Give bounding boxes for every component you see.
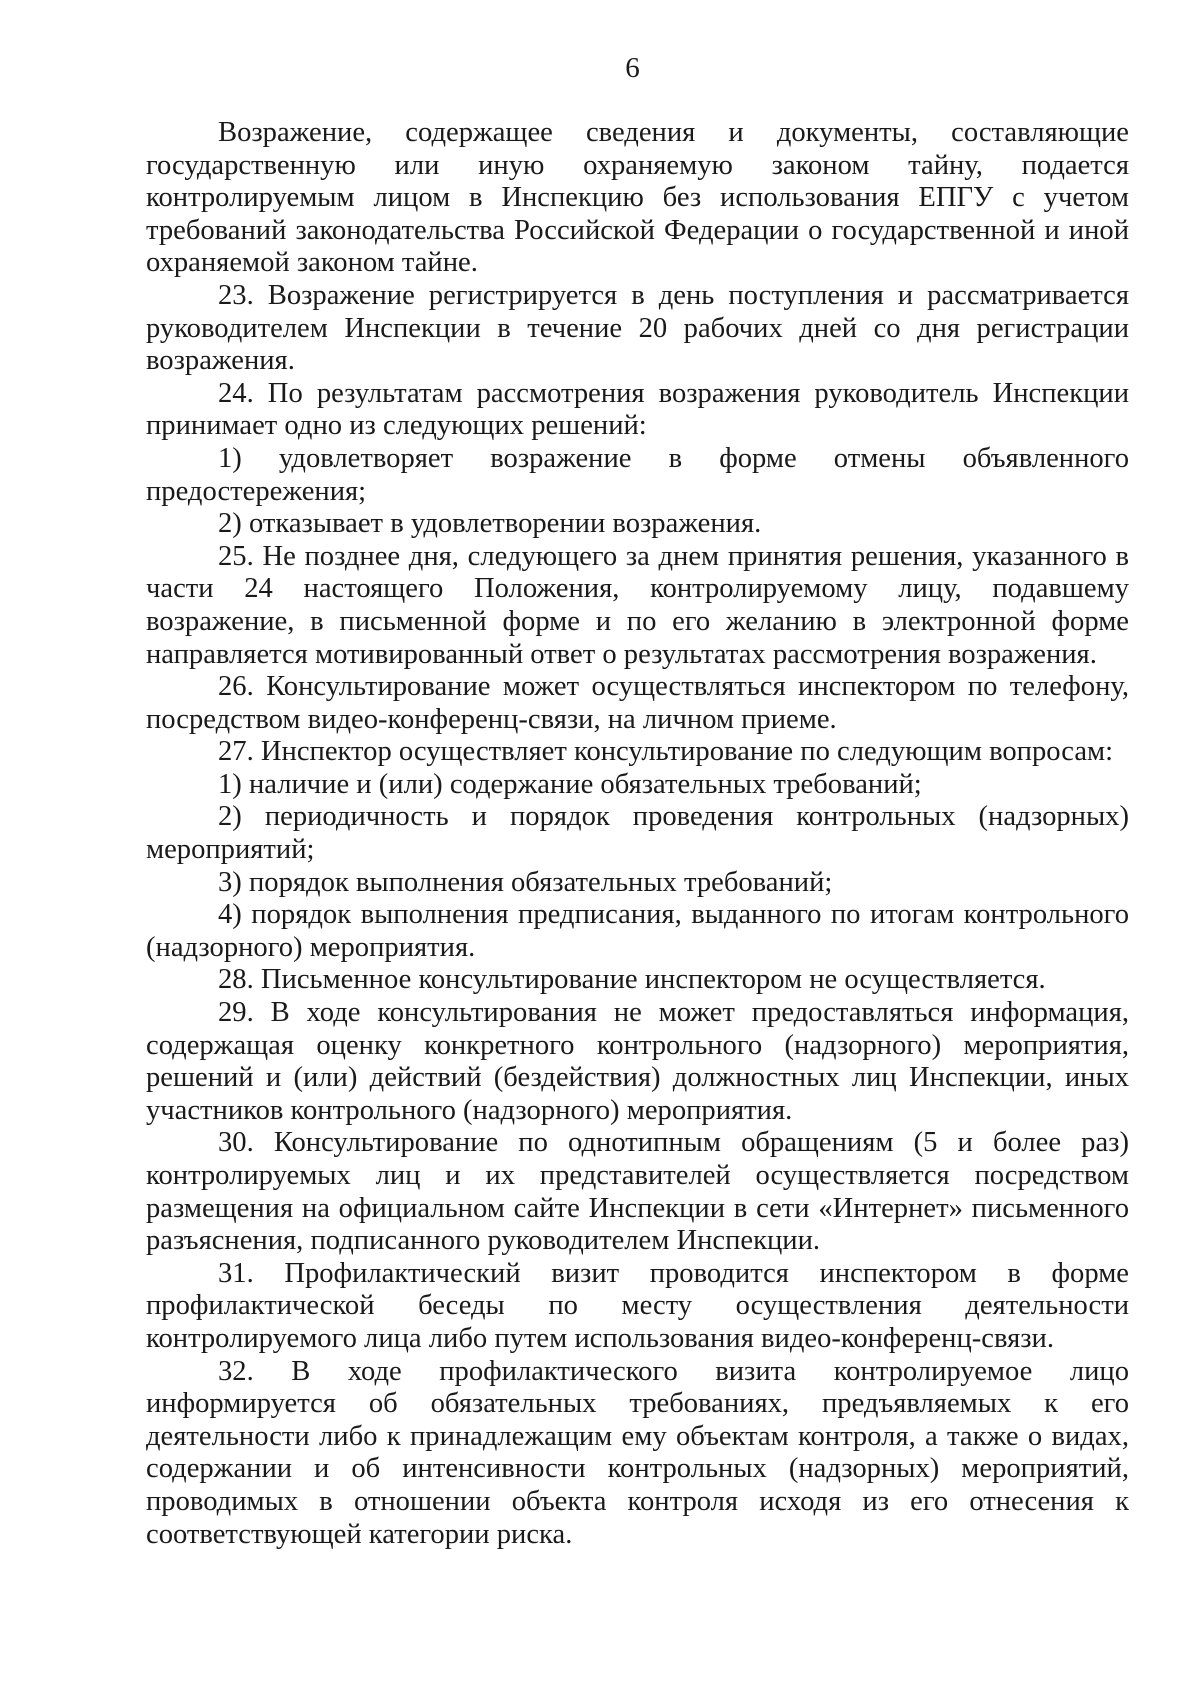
paragraph-23: 23. Возражение регистрируется в день поступления и рассматривается руководителем Инспекции в течение 20 рабочих дней со дня регистрации возражения. xyxy=(146,279,1129,377)
paragraph-31: 31. Профилактический визит проводится инспектором в форме профилактической беседы по месту осуществления деятельности контролируемого лица либо путем использования видео-конференц-связи. xyxy=(146,1257,1129,1354)
paragraph-30: 30. Консультирование по однотипным обращениям (5 и более раз) контролируемых лиц и их представителей осуществляется посредством размещения на официальном сайте Инспекции в сети «Интернет» письменного разъяснения, подписанного руководителем Инспекции. xyxy=(146,1127,1129,1257)
paragraph-objection-secret: Возражение, содержащее сведения и документы, составляющие государственную или иную охраняемую законом тайну, подается контролируемым лицом в Инспекцию без использования ЕПГУ с учетом требований законодательства Российской Федерации о государственной и иной охраняемой законом тайне. xyxy=(146,117,1129,279)
paragraph-24: 24. По результатам рассмотрения возражения руководитель Инспекции принимает одно из следующих решений: xyxy=(146,377,1129,442)
paragraph-27-item-2: 2) периодичность и порядок проведения контрольных (надзорных) мероприятий; xyxy=(146,801,1129,866)
paragraph-26: 26. Консультирование может осуществляться инспектором по телефону, посредством видео-конференц-связи, на личном приеме. xyxy=(146,671,1129,735)
paragraph-29: 29. В ходе консультирования не может предоставляться информация, содержащая оценку конкретного контрольного (надзорного) мероприятия, решений и (или) действий (бездействия) должностных лиц Инспекции, иных участников контрольного (надзорного) мероприятия. xyxy=(146,997,1129,1126)
paragraph-25: 25. Не позднее дня, следующего за днем принятия решения, указанного в части 24 настоящего Положения, контролируемому лицу, подавшему возражение, в письменной форме и по его желанию в электронной форме направляется мотивированный ответ о результатах рассмотрения возражения. xyxy=(146,540,1129,670)
paragraph-28: 28. Письменное консультирование инспектором не осуществляется. xyxy=(218,964,1046,996)
document-body xyxy=(146,117,1129,1551)
page-number: 6 xyxy=(625,52,640,84)
paragraph-27: 27. Инспектор осуществляет консультирование по следующим вопросам: xyxy=(218,736,1114,768)
paragraph-27-item-3: 3) порядок выполнения обязательных требований; xyxy=(218,866,833,898)
paragraph-27-item-4: 4) порядок выполнения предписания, выданного по итогам контрольного (надзорного) мероприятия. xyxy=(146,899,1129,963)
paragraph-27-item-1: 1) наличие и (или) содержание обязательных требований; xyxy=(218,768,922,800)
paragraph-24-item-1: 1) удовлетворяет возражение в форме отмены объявленного предостережения; xyxy=(146,442,1129,507)
paragraph-32: 32. В ходе профилактического визита контролируемое лицо информируется об обязательных требованиях, предъявляемых к его деятельности либо к принадлежащим ему объектам контроля, а также о видах, содержании и об интенсивности контрольных (надзорных) мероприятий, проводимых в отношении объекта контроля исходя из его отнесения к соответствующей категории риска. xyxy=(146,1355,1129,1550)
paragraph-24-item-2: 2) отказывает в удовлетворении возражения. xyxy=(218,508,762,540)
